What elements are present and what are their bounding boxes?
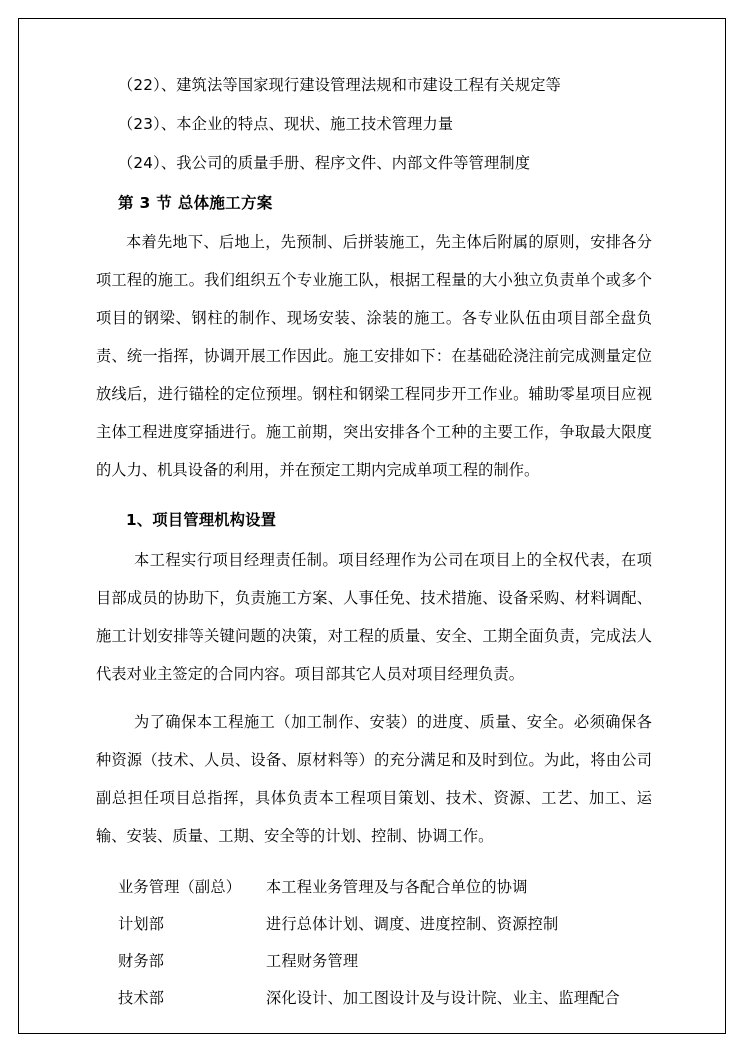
list-item: （23）、本企业的特点、现状、施工技术管理力量 — [118, 115, 454, 133]
table-row — [96, 906, 652, 943]
sub-heading: 1、项目管理机构设置 — [126, 511, 277, 529]
list-item: （22）、建筑法等国家现行建设管理法规和市建设工程有关规定等 — [118, 76, 561, 94]
table-cell-description: 工程财务管理 — [266, 952, 359, 970]
table-cell-description: 深化设计、加工图设计及与设计院、业主、监理配合 — [266, 989, 620, 1007]
table-cell-department: 计划部 — [118, 915, 165, 933]
org-responsibility-table — [96, 869, 652, 1017]
table-row — [96, 980, 652, 1017]
table-cell-department: 技术部 — [118, 989, 165, 1007]
list-item: （24）、我公司的质量手册、程序文件、内部文件等管理制度 — [118, 154, 531, 172]
table-cell-department: 财务部 — [118, 952, 165, 970]
table-row — [96, 943, 652, 980]
table-row — [96, 869, 652, 906]
spacer — [96, 693, 652, 703]
table-cell-description: 进行总体计划、调度、进度控制、资源控制 — [266, 915, 559, 933]
table-cell-department: 业务管理（副总） — [118, 878, 242, 896]
section-heading: 第 3 节 总体施工方案 — [118, 194, 273, 212]
table-cell-description: 本工程业务管理及与各配合单位的协调 — [266, 878, 528, 896]
body-paragraph: 为了确保本工程施工（加工制作、安装）的进度、质量、安全。必须确保各种资源（技术、人员、设备、原材料等）的充分满足和及时到位。为此，将由公司副总担任项目总指挥，具体负责本工程项目策划、技术、资源、工艺、加工、运输、安装、质量、工期、安全等的计划、控制、协调工作。 — [96, 713, 652, 845]
body-paragraph: 本工程实行项目经理责任制。项目经理作为公司在项目上的全权代表，在项目部成员的协助下，负责施工方案、人事任免、技术措施、设备采购、材料调配、施工计划安排等关键问题的决策，对工程的质量、安全、工期全面负责，完成法人代表对业主签定的合同内容。项目部其它人员对项目经理负责。 — [96, 551, 652, 683]
page-content — [96, 66, 652, 1017]
body-paragraph: 本着先地下、后地上，先预制、后拼装施工，先主体后附属的原则，安排各分项工程的施工。我们组织五个专业施工队，根据工程量的大小独立负责单个或多个项目的钢梁、钢柱的制作、现场安装、涂装的施工。各专业队伍由项目部全盘负责、统一指挥，协调开展工作因此。施工安排如下：在基础砼浇注前完成测量定位放线后，进行锚栓的定位预埋。钢柱和钢梁工程同步开工作业。辅助零星项目应视主体工程进度穿插进行。施工前期，突出安排各个工种的主要工作，争取最大限度的人力、机具设备的利用，并在预定工期内完成单项工程的制作。 — [96, 233, 652, 479]
spacer — [96, 489, 652, 499]
